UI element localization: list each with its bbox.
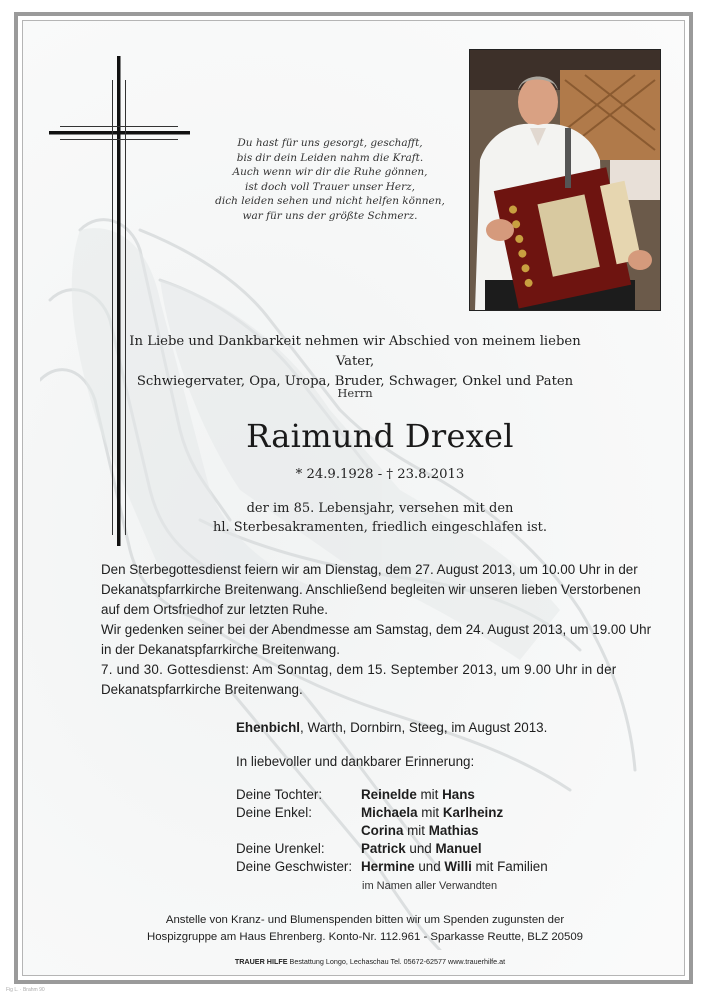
- services-paragraph: [101, 660, 662, 700]
- poem: [200, 136, 460, 224]
- connector: mit Familien: [471, 859, 548, 874]
- connector: mit: [416, 787, 443, 802]
- intro-line: In Liebe und Dankbarkeit nehmen wir Abschied von meinem lieben Vater,: [129, 334, 581, 369]
- connector: mit: [417, 805, 443, 820]
- poem-line: dich leiden sehen und nicht helfen können,: [215, 195, 445, 208]
- poem-line: Du hast für uns gesorgt, geschafft,: [237, 137, 423, 149]
- place-bold: Ehenbichl: [236, 720, 300, 735]
- intro-line: Schwiegervater, Opa, Uropa, Bruder, Schwager, Onkel und Paten: [136, 374, 574, 389]
- salutation: Herrn: [337, 386, 373, 400]
- member-name: Mathias: [428, 823, 479, 838]
- life-dates: * 24.9.1928 - † 23.8.2013: [295, 467, 465, 482]
- farewell-intro: [120, 332, 590, 392]
- service-paragraph: [101, 560, 662, 620]
- undertaker-footer: [190, 957, 550, 966]
- age-text: [180, 499, 580, 537]
- donation-note: [120, 912, 610, 946]
- family-relation: Deine Enkel:: [236, 805, 312, 820]
- portrait-photo: [469, 49, 661, 311]
- family-members: [361, 786, 475, 804]
- poem-line: Auch wenn wir dir die Ruhe gönnen,: [232, 166, 428, 179]
- connector: und: [405, 841, 436, 856]
- undertaker-brand: TRAUER HILFE: [234, 957, 288, 966]
- mass-paragraph: [101, 620, 662, 660]
- donation-line: Anstelle von Kranz- und Blumenspenden bitten wir um Spenden zugunsten der: [165, 914, 565, 926]
- member-name: Willi: [444, 859, 472, 874]
- poem-line: war für uns der größte Schmerz.: [242, 209, 418, 222]
- undertaker-details: Bestattung Longo, Lechaschau Tel. 05672-62577 www.trauerhilfe.at: [287, 957, 506, 966]
- paragraph-line: 7. und 30. Gottesdienst: Am Sonntag, dem 15. September 2013, um 9.00 Uhr in der: [101, 662, 617, 677]
- connector: mit: [403, 823, 429, 838]
- age-line: der im 85. Lebensjahr, versehen mit den: [246, 501, 514, 516]
- poem-line: bis dir dein Leiden nahm die Kraft.: [236, 151, 424, 164]
- member-name: Manuel: [435, 841, 482, 856]
- member-name: Hans: [442, 787, 475, 802]
- connector: und: [414, 859, 445, 874]
- member-name: Karlheinz: [442, 805, 504, 820]
- relatives-line: im Namen aller Verwandten: [362, 880, 498, 892]
- family-members: [361, 804, 503, 822]
- paragraph-line: in der Dekanatspfarrkirche Breitenwang.: [101, 642, 340, 657]
- member-name: Reinelde: [361, 787, 417, 802]
- deceased-name: Raimund Drexel: [246, 417, 514, 455]
- donation-line: Hospizgruppe am Haus Ehrenberg. Konto-Nr. 112.961 - Sparkasse Reutte, BLZ 20509: [146, 931, 584, 943]
- member-name: Hermine: [361, 859, 415, 874]
- paragraph-line: auf dem Ortsfriedhof zur letzten Ruhe.: [101, 602, 329, 617]
- place-rest: , Warth, Dornbirn, Steeg, im August 2013.: [300, 720, 548, 735]
- paragraph-line: Dekanatspfarrkirche Breitenwang.: [101, 682, 303, 697]
- member-name: Corina: [361, 823, 404, 838]
- memory-line: In liebevoller und dankbarer Erinnerung:: [236, 754, 475, 769]
- paragraph-line: Dekanatspfarrkirche Breitenwang. Anschließend begleiten wir unseren lieben Verstorbenen: [101, 582, 641, 597]
- family-relation: Deine Geschwister:: [236, 859, 353, 874]
- corner-note: Fig L. · Brahm 90: [6, 987, 45, 993]
- paragraph-line: Den Sterbegottesdienst feiern wir am Dienstag, dem 27. August 2013, um 10.00 Uhr in der: [101, 562, 638, 577]
- place-date-line: [236, 720, 547, 735]
- family-members: [361, 822, 479, 840]
- member-name: Patrick: [361, 841, 406, 856]
- family-members: [361, 858, 548, 876]
- paragraph-line: Wir gedenken seiner bei der Abendmesse am Samstag, dem 24. August 2013, um 19.00 Uhr: [101, 622, 652, 637]
- member-name: Michaela: [361, 805, 418, 820]
- family-relation: Deine Tochter:: [236, 787, 323, 802]
- age-line: hl. Sterbesakramenten, friedlich eingeschlafen ist.: [212, 520, 548, 535]
- poem-line: ist doch voll Trauer unser Herz,: [245, 180, 415, 193]
- family-members: [361, 840, 482, 858]
- family-relation: Deine Urenkel:: [236, 841, 325, 856]
